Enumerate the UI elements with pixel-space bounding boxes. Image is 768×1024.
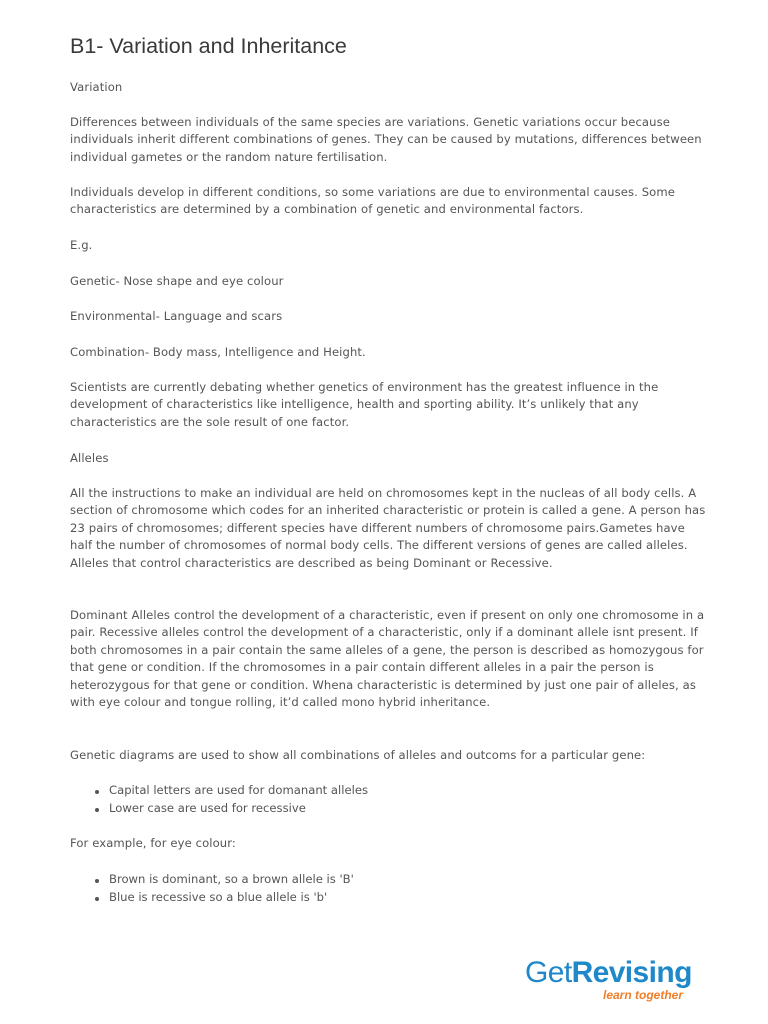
paragraph: For example, for eye colour: bbox=[70, 836, 236, 850]
getrevising-logo bbox=[525, 956, 725, 1006]
paragraph: All the instructions to make an individual are held on chromosomes kept in the nucleas of all body cells. A section of chromosome which codes for an inherited characteristic or protein is called a gene. A person has 23 pairs of chromosomes; different species have different numbers of chromosome pairs.Gametes have half the number of chromosomes of normal body cells. The different versions of genes are called alleles. Alleles that control characteristics are described as being Dominant or Recessive. bbox=[70, 486, 706, 570]
paragraph: Scientists are currently debating whether genetics of environment has the greatest influence in the development of characteristics like intelligence, health and sporting ability. It’s unlikely that any characteristics are the sole result of one factor. bbox=[70, 380, 659, 429]
logo-part-revising: Revising bbox=[571, 956, 692, 989]
paragraph: Genetic diagrams are used to show all combinations of alleles and outcoms for a particular gene: bbox=[70, 748, 646, 762]
bullet-icon bbox=[95, 879, 99, 883]
logo-part-get: Get bbox=[525, 956, 572, 989]
section-heading-alleles: Alleles bbox=[70, 451, 109, 465]
logo-wordmark bbox=[525, 956, 692, 990]
bullet-icon bbox=[95, 790, 99, 794]
paragraph: Combination- Body mass, Intelligence and Height. bbox=[70, 345, 366, 359]
logo-tagline: learn together bbox=[603, 988, 684, 1002]
paragraph: Environmental- Language and scars bbox=[70, 309, 283, 323]
document-title: B1- Variation and Inheritance bbox=[70, 34, 347, 58]
section-heading-variation: Variation bbox=[70, 80, 123, 94]
paragraph: Genetic- Nose shape and eye colour bbox=[70, 274, 284, 288]
paragraph: Individuals develop in different conditions, so some variations are due to environmental causes. Some characteristics are determined by a combination of genetic and environmental factors. bbox=[70, 185, 675, 217]
paragraph: Differences between individuals of the same species are variations. Genetic variations occur because individuals inherit different combinations of genes. They can be caused by mutations, differences between individual gametes or the random nature fertilisation. bbox=[70, 115, 702, 164]
bullet-icon bbox=[95, 808, 99, 812]
paragraph: E.g. bbox=[70, 238, 93, 252]
paragraph: Dominant Alleles control the development of a characteristic, even if present on only one chromosome in a pair. Recessive alleles control the development of a characteristic, only if a dominant allele isnt present. If both chromosomes in a pair contain the same alleles of a gene, the person is described as homozygous for that gene or condition. If the chromosomes in a pair contain different alleles in a pair the person is heterozygous for that gene or condition. Whena characteristic is determined by just one pair of alleles, as with eye colour and tongue rolling, it’d called mono hybrid inheritance. bbox=[70, 608, 705, 710]
bullet-icon bbox=[95, 897, 99, 901]
